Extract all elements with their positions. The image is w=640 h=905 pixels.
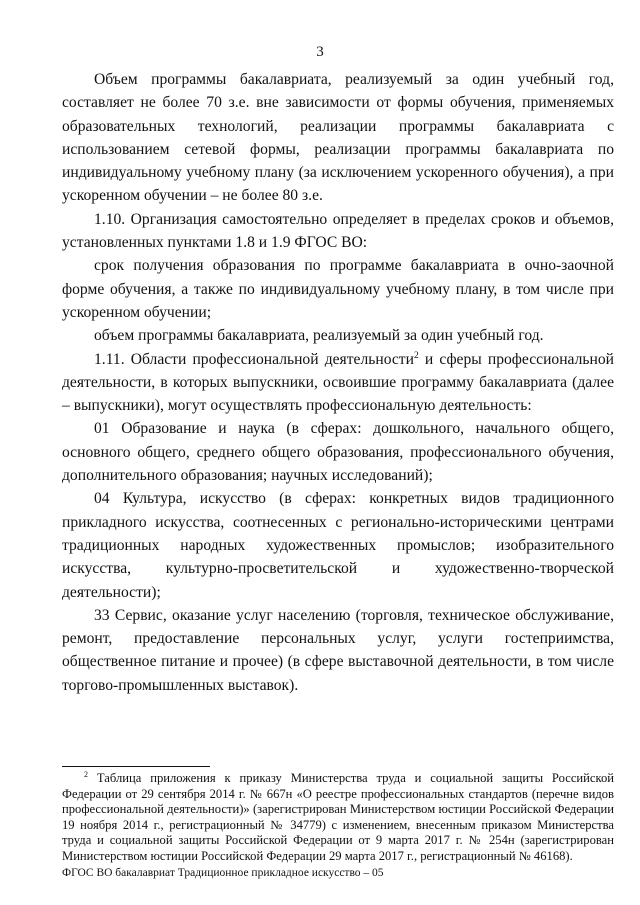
paragraph-area-04: 04 Культура, искусство (в сферах: конкретных видов традиционного прикладного искусства, соотнесенных с регионально-историческими центрами традиционных народных художественных промыслов; изобразительного искусства, культурно-просветительской и художественно-творческой деятельности); — [62, 490, 614, 601]
paragraph-annual-volume: объем программы бакалавриата, реализуемый за один учебный год. — [94, 327, 544, 345]
paragraph-study-term: срок получения образования по программе бакалавриата в очно-заочной форме обучения, а также по индивидуальному учебному плану, в том числе при ускоренном обучении; — [62, 257, 614, 321]
paragraph-area-33: 33 Сервис, оказание услуг населению (торговля, техническое обслуживание, ремонт, предоставление персональных услуг, услуги гостеприимства, общественное питание и прочее) (в сфере выставочной деятельности, в том числе торгово-промышленных выставок). — [62, 606, 614, 694]
page-number: 3 — [316, 44, 324, 60]
paragraph-1-11 — [62, 348, 614, 418]
footnote-text: Таблица приложения к приказу Министерства труда и социальной защиты Российской Федерации от 29 сентября 2014 г. № 667н «О реестре профессиональных стандартов (перечне видов профессиональной деятельности)» (зарегистрирован Министерством юстиции Российской Федерации 19 ноября 2014 г., регистрационный № 34779) с изменением, внесенным приказом Министерства труда и социальной защиты Российской Федерации от 9 марта 2017 г. № 254н (зарегистрирован Министерством юстиции Российской Федерации 29 марта 2017 г., регистрационный № 46168). — [62, 771, 614, 863]
paragraph-area-01: 01 Образование и наука (в сферах: дошкольного, начального общего, основного общего, среднего общего образования, профессионального обучения, дополнительного образования; научных исследований); — [62, 420, 614, 485]
paragraph-1-11-end: и сферы профессиональной деятельности, в которых выпускники, освоившие программу бакалавриата (далее – выпускники), могут осуществлять профессиональную деятельность: — [62, 350, 614, 415]
footnote-reference: 2 — [413, 350, 419, 361]
paragraph-program-volume: Объем программы бакалавриата, реализуемый за один учебный год, составляет не более 70 з.е. вне зависимости от формы обучения, применяемых образовательных технологий, реализации программы бакалавриата с использованием сетевой формы, реализации программы бакалавриата по индивидуальному учебному плану (за исключением ускоренного обучения), а при ускоренном обучении – не более 80 з.е. — [62, 71, 614, 205]
footnote-divider — [62, 766, 210, 767]
paragraph-1-11-start: 1.11. Области профессиональной деятельности — [94, 350, 414, 368]
footnote — [62, 771, 614, 865]
page-footer: ФГОС ВО бакалавриат Традиционное прикладное искусство – 05 — [62, 867, 384, 879]
footnote-marker: 2 — [84, 769, 88, 779]
paragraph-1-10: 1.10. Организация самостоятельно определяет в пределах сроков и объемов, установленных пунктами 1.8 и 1.9 ФГОС ВО: — [62, 210, 614, 252]
body-text — [62, 68, 614, 697]
